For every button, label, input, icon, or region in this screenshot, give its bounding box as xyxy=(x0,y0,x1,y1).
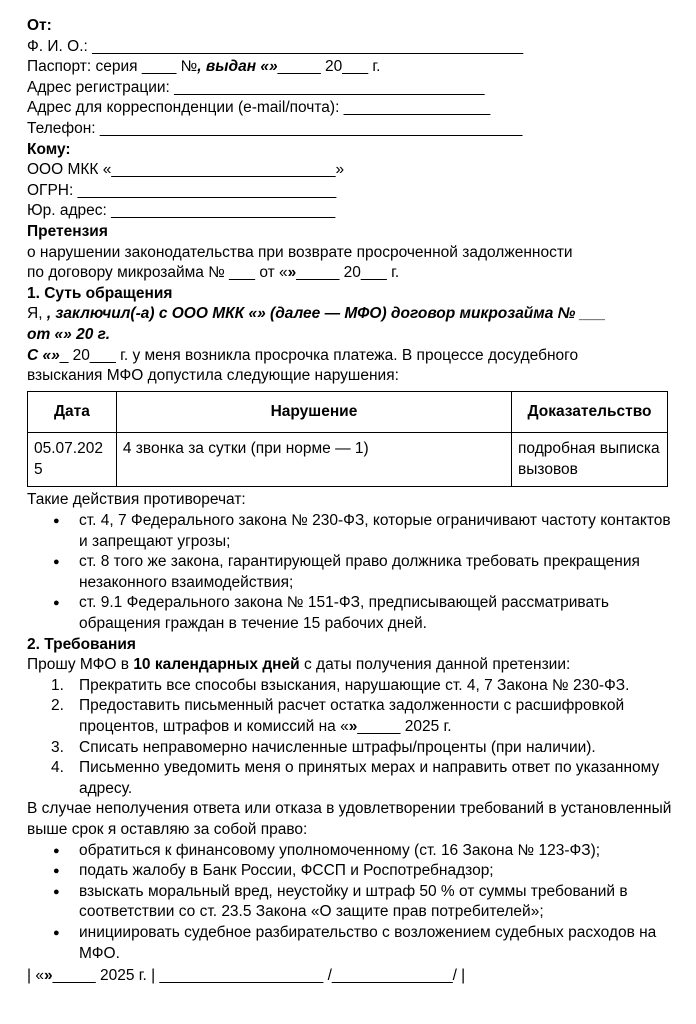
section2-intro-a: Прошу МФО в xyxy=(27,656,134,674)
phone-line: Телефон: _________________________________________________ xyxy=(27,119,523,137)
item-number: 4. xyxy=(51,759,64,777)
requirements-list xyxy=(27,676,672,800)
rights-list xyxy=(27,841,672,965)
table-header-violation: Нарушение xyxy=(116,391,511,433)
list-item: ● ст. 8 того же закона, гарантирующей право должника требовать прекращения незаконного взаимодействия; xyxy=(27,552,672,593)
rights-intro: В случае неполучения ответа или отказа в удовлетворении требований в установленный выше срок я оставляю за собой право: xyxy=(27,800,672,838)
section2-intro xyxy=(27,655,672,676)
passport-issued: , выдан «» xyxy=(197,58,278,76)
claim-subtitle-2 xyxy=(27,263,672,284)
signature-part-b: » xyxy=(43,967,53,985)
section1-heading: 1. Суть обращения xyxy=(27,284,173,302)
section1-line-4: взыскания МФО допустила следующие нарушения: xyxy=(27,367,399,385)
list-item xyxy=(27,758,672,799)
signature-line xyxy=(27,966,672,987)
contradicts-list xyxy=(27,511,672,635)
reg-address-line: Адрес регистрации: ____________________________________ xyxy=(27,78,485,96)
item-text: Списать неправомерно начисленные штрафы/проценты (при наличии). xyxy=(79,738,596,756)
table-cell-date: 05.07.2025 xyxy=(28,433,117,487)
signature-part-a: | « xyxy=(27,967,44,985)
list-item: ● ст. 9.1 Федерального закона № 151-ФЗ, предписывающей рассматривать обращения граждан в течение 15 рабочих дней. xyxy=(27,593,672,634)
company-line: ООО МКК «__________________________» xyxy=(27,161,345,179)
table-cell-evidence: подробная выписка вызовов xyxy=(512,433,668,487)
section1-line-3 xyxy=(27,346,672,367)
section2-heading: 2. Требования xyxy=(27,635,136,653)
item-text-c: _____ 2025 г. xyxy=(357,718,452,735)
section1-text-1a: Я, xyxy=(27,305,47,323)
section1-text-1b: , заключил(-а) с ООО МКК «» (далее — МФО) договор микрозайма № ___ xyxy=(46,305,606,323)
table-header-date: Дата xyxy=(28,391,117,433)
passport-line xyxy=(27,57,672,78)
passport-year: _____ 20___ г. xyxy=(277,58,381,76)
list-item: ● инициировать судебное разбирательство с возложением судебных расходов на МФО. xyxy=(27,923,672,964)
claim-document xyxy=(27,16,672,987)
contradicts-intro: Такие действия противоречат: xyxy=(27,491,246,509)
item-number: 3. xyxy=(51,738,64,756)
section2-intro-c: с даты получения данной претензии: xyxy=(299,656,571,674)
list-item xyxy=(27,696,672,737)
table-cell-violation: 4 звонка за сутки (при норме — 1) xyxy=(116,433,511,487)
section1-line-2: от «» 20 г. xyxy=(27,325,111,343)
list-item xyxy=(27,676,672,697)
section1-text-3a: С «» xyxy=(27,346,60,364)
item-text: Письменно уведомить меня о принятых мерах и направить ответ по указанному адресу. xyxy=(79,759,660,797)
claim-subtitle-1: о нарушении законодательства при возврате просроченной задолженности xyxy=(27,243,573,261)
section1-line-1 xyxy=(27,304,672,325)
item-number: 2. xyxy=(51,697,64,715)
to-label: Кому: xyxy=(27,140,71,158)
fio-line: Ф. И. О.: __________________________________________________ xyxy=(27,37,524,55)
list-item: ● обратиться к финансовому уполномоченному (ст. 16 Закона № 123-ФЗ); xyxy=(27,841,672,862)
from-label: От: xyxy=(27,17,52,34)
list-item: ● подать жалобу в Банк России, ФССП и Роспотребнадзор; xyxy=(27,861,672,882)
section2-intro-b: 10 календарных дней xyxy=(133,656,300,674)
list-item: ● взыскать моральный вред, неустойку и штраф 50 % от суммы требований в соответствии со ст. 23.5 Закона «О защите прав потребителей»; xyxy=(27,882,672,923)
legal-address-line: Юр. адрес: __________________________ xyxy=(27,202,336,220)
claim-title: Претензия xyxy=(27,222,108,240)
section1-text-3b: _ 20___ г. у меня возникла просрочка платежа. В процессе досудебного xyxy=(59,346,579,364)
item-text-b: » xyxy=(348,718,358,735)
claim-subtitle-2a: по договору микрозайма № ___ от « xyxy=(27,264,288,282)
corr-address-line: Адрес для корреспонденции (e-mail/почта): _________________ xyxy=(27,99,491,117)
table-header-row xyxy=(28,391,668,433)
table-header-evidence: Доказательство xyxy=(512,391,668,433)
claim-subtitle-2b: » xyxy=(287,264,297,282)
item-text-a: Предоставить письменный расчет остатка задолженности с расшифровкой процентов, штрафов и комиссий на « xyxy=(79,697,625,735)
table-row xyxy=(28,433,668,487)
signature-part-c: _____ 2025 г. | ___________________ /______________/ | xyxy=(52,967,466,985)
ogrn-line: ОГРН: ______________________________ xyxy=(27,181,337,199)
claim-subtitle-2c: _____ 20___ г. xyxy=(296,264,400,282)
violations-table xyxy=(27,391,668,488)
list-item: ● ст. 4, 7 Федерального закона № 230-ФЗ, которые ограничивают частоту контактов и запрещают угрозы; xyxy=(27,511,672,552)
passport-series: Паспорт: серия ____ № xyxy=(27,58,198,76)
list-item xyxy=(27,738,672,759)
item-number: 1. xyxy=(51,676,64,694)
item-text: Прекратить все способы взыскания, нарушающие ст. 4, 7 Закона № 230-ФЗ. xyxy=(79,676,630,694)
